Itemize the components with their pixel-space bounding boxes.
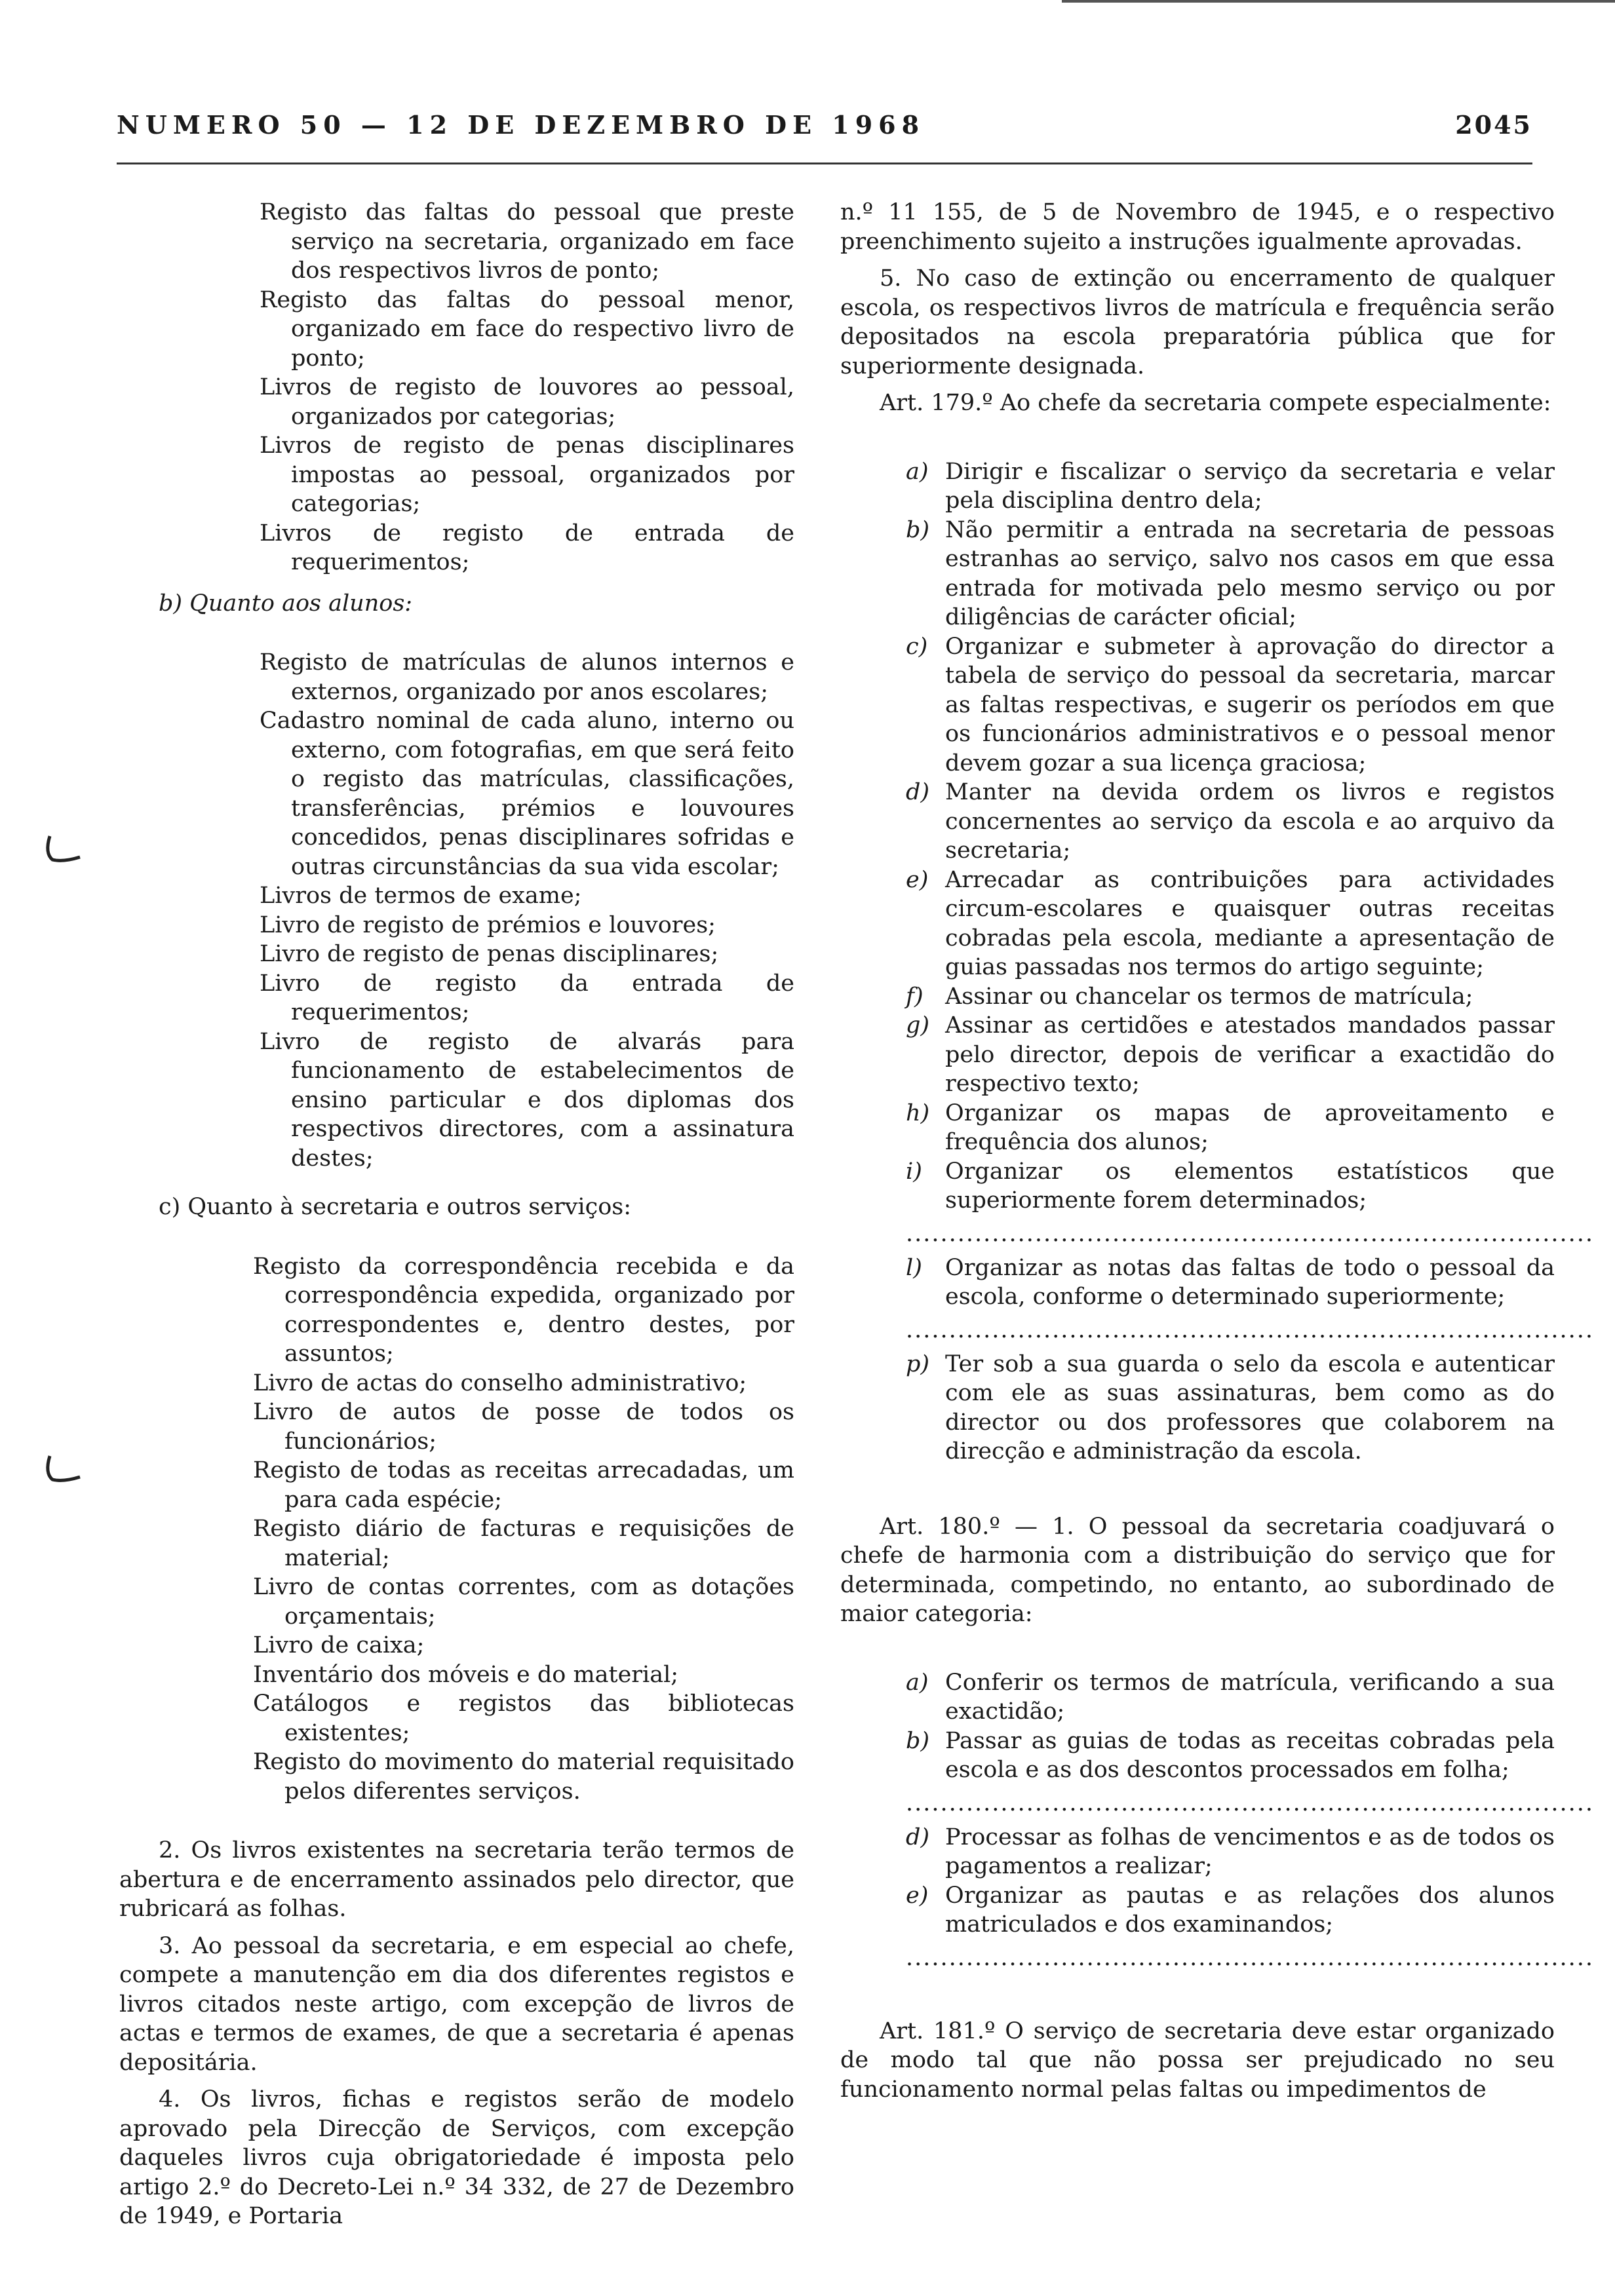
list-item: Registo de matrículas de alunos internos e externos, organizado por anos escolares; [260,649,794,705]
item-letter: g) [906,1012,930,1039]
item-text: Manter na devida ordem os livros e registos concernentes ao serviço da escola e ao arquivo da secretaria; [945,779,1555,864]
item-letter: p) [906,1350,930,1377]
list-item: Livro de contas correntes, com as dotações orçamentais; [253,1574,794,1630]
list-item: Livros de registo de louvores ao pessoal, organizados por categorias; [260,374,794,430]
list-item: Registo de todas as receitas arrecadadas, um para cada espécie; [253,1457,794,1513]
section-label-c [159,1193,794,1222]
item-letter: a) [906,458,929,485]
article-180-list [906,1668,1555,1785]
list-b-students [260,648,794,1173]
paragraph-2: 2. Os livros existentes na secretaria terão termos de abertura e de encerramento assinados pelo director, que rubricará as folhas. [119,1837,794,1922]
item-letter: d) [906,779,930,805]
page-header [117,110,1532,149]
spacer [840,1629,1555,1668]
item-text: Ter sob a sua guarda o selo da escola e autenticar com ele as suas assinaturas, bem como as do director ou dos professores que colaborem na direcção e administração da escola. [945,1350,1555,1464]
list-item: Livro de actas do conselho administrativo; [253,1369,747,1396]
item-letter: b) [906,1727,930,1754]
article-181-intro: Art. 181.º O serviço de secretaria deve estar organizado de modo tal que não possa ser prejudicado no seu funcionamento normal pelas faltas ou impedimentos de [840,2018,1555,2103]
margin-bracket-mark [41,833,87,866]
spacer [840,1978,1555,2017]
item-letter: c) [906,633,928,660]
list-item: Registo diário de facturas e requisições de material; [253,1516,794,1571]
list-item [906,1881,1555,1940]
item-text: Organizar as pautas e as relações dos alunos matriculados e dos examinandos; [945,1882,1555,1938]
list-item: Registo do movimento do material requisitado pelos diferentes serviços. [253,1749,794,1805]
spacer [119,1806,794,1836]
list-c-secretariat [253,1252,794,1807]
list-item: Livro de registo de prémios e louvores; [260,911,716,938]
item-text: Conferir os termos de matrícula, verificando a sua exactidão; [945,1669,1555,1725]
list-item: Cadastro nominal de cada aluno, interno ou externo, com fotografias, em que será feito o registo das matrículas, classificações, transferências, prémios e louvoures concedidos, penas disciplinares sofridas e outras circunstâncias da sua vida escolar; [260,708,794,880]
item-text: Assinar ou chancelar os termos de matrícula; [945,983,1473,1010]
list-item [906,1823,1555,1881]
article-179-list-cont [906,1253,1555,1312]
list-item: Livro de registo de penas disciplinares; [260,941,719,967]
header-rule [117,163,1532,164]
right-column [840,198,1595,2104]
article-180-intro: Art. 180.º — 1. O pessoal da secretaria coadjuvará o chefe de harmonia com a distribuição do serviço que for determinada, competindo, no entanto, ao subordinado de maior categoria: [840,1513,1555,1627]
item-text: Organizar e submeter à aprovação do director a tabela de serviço do pessoal da secretaria, marcar as faltas respectivas, e sugerir os períodos em que os funcionários administrativos e o pessoal menor devem gozar a sua licença graciosa; [945,633,1555,776]
left-column [119,198,794,2231]
item-letter: b) [906,516,930,543]
list-item [906,778,1555,866]
list-item [906,1668,1555,1727]
list-item: Registo da correspondência recebida e da correspondência expedida, organizado por correspondentes e, dentro destes, por assuntos; [253,1253,794,1367]
header-page-number: 2045 [1455,110,1532,140]
list-item: Registo das faltas do pessoal menor, organizado em face do respectivo livro de ponto; [260,286,794,372]
section-label-c-text: c) Quanto à secretaria e outros serviços: [159,1194,632,1220]
margin-bracket-mark [41,1453,87,1486]
paragraph-4: 4. Os livros, fichas e registos serão de modelo aprovado pela Direcção de Serviços, com excepção daqueles livros cuja obrigatoriedade é imposta pelo artigo 2.º do Decreto-Lei n.º 34 332, de 27 de Dezembro de 1949, e Portaria [119,2086,794,2229]
list-item [906,1253,1555,1312]
paragraph-5: 5. No caso de extinção ou encerramento de qualquer escola, os respectivos livros de matrícula e frequência serão depositados na escola preparatória pública que for superiormente designada. [840,265,1555,379]
list-item: Registo das faltas do pessoal que preste serviço na secretaria, organizado em face dos respectivos livros de ponto; [260,199,794,284]
list-item: Livro de autos de posse de todos os funcionários; [253,1399,794,1455]
article-179-list [906,457,1555,1215]
list-item: Livros de termos de exame; [260,883,582,909]
article-180-list-cont [906,1823,1555,1940]
list-item: Livro de registo da entrada de requerimentos; [260,970,794,1025]
item-text: Processar as folhas de vencimentos e as de todos os pagamentos a realizar; [945,1824,1555,1879]
ellipsis-dots: ................................................................................ [906,1789,1595,1816]
article-179-intro: Art. 179.º Ao chefe da secretaria compete especialmente: [880,390,1551,416]
item-letter: i) [906,1158,922,1185]
item-text: Organizar os elementos estatísticos que superiormente forem determinados; [945,1158,1555,1214]
list-item [906,1727,1555,1785]
paragraph-3: 3. Ao pessoal da secretaria, e em especial ao chefe, compete a manutenção em dia dos diferentes registos e livros citados neste artigo, com excepção de livros de actas e termos de exames, de que a secretaria é apenas depositária. [119,1932,794,2076]
list-item [906,632,1555,778]
item-text: Não permitir a entrada na secretaria de pessoas estranhas ao serviço, salvo nos casos em que essa entrada for motivada pelo mesmo serviço ou por diligências de carácter oficial; [945,516,1555,630]
item-text: Assinar as certidões e atestados mandados passar pelo director, depois de verificar a exactidão do respectivo texto; [945,1012,1555,1097]
list-item: Livro de registo de alvarás para funcionamento de estabelecimentos de ensino particular e dos diplomas dos respectivos directores, com a assinatura destes; [260,1028,794,1172]
section-label-b-text: b) Quanto aos alunos: [159,590,413,617]
item-text: Organizar os mapas de aproveitamento e frequência dos alunos; [945,1100,1555,1155]
item-text: Organizar as notas das faltas de todo o pessoal da escola, conforme o determinado superiormente; [945,1254,1555,1310]
list-item [906,1350,1555,1466]
item-letter: e) [906,1882,929,1909]
item-text: Arrecadar as contribuições para actividades circum-escolares e quaisquer outras receitas cobradas pela escola, mediante a apresentação de guias passadas nos termos do artigo seguinte; [945,866,1555,980]
ellipsis-dots: ................................................................................ [906,1944,1595,1971]
list-item: Inventário dos móveis e do material; [253,1661,679,1688]
spacer [840,1466,1555,1512]
list-item [906,457,1555,516]
list-item: Catálogos e registos das bibliotecas existentes; [253,1691,794,1746]
item-letter: d) [906,1824,930,1850]
item-letter: e) [906,866,929,893]
section-label-b [159,589,794,619]
continued-paragraph: n.º 11 155, de 5 de Novembro de 1945, e o respectivo preenchimento sujeito a instruções igualmente aprovadas. [840,199,1555,255]
item-letter: h) [906,1100,930,1126]
item-text: Dirigir e fiscalizar o serviço da secretaria e velar pela disciplina dentro dela; [945,458,1555,514]
list-item [906,1157,1555,1215]
list-item: Livro de caixa; [253,1632,425,1658]
item-text: Passar as guias de todas as receitas cobradas pela escola e as dos descontos processados em folha; [945,1727,1555,1783]
list-item: Livros de registo de penas disciplinares impostas ao pessoal, organizados por categorias; [260,432,794,517]
ellipsis-dots: ................................................................................ [906,1316,1595,1343]
list-item [906,516,1555,632]
item-letter: f) [906,983,924,1010]
list-item [906,1011,1555,1099]
list-item [906,982,1555,1012]
list-item [906,866,1555,982]
top-edge-rule [1062,0,1615,3]
spacer [840,418,1555,457]
article-179-list-end [906,1350,1555,1466]
list-a-registers [260,198,794,577]
list-item [906,1099,1555,1157]
item-letter: l) [906,1254,922,1281]
list-item: Livros de registo de entrada de requerimentos; [260,520,794,575]
ellipsis-dots: ................................................................................ [906,1220,1595,1247]
header-issue-date: NUMERO 50 — 12 DE DEZEMBRO DE 1968 [117,110,925,140]
item-letter: a) [906,1669,929,1696]
